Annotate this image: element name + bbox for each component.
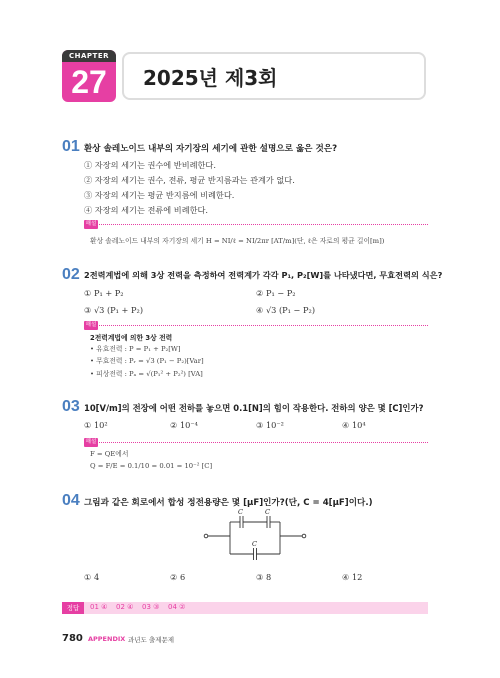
solution-tag: 해설 (85, 221, 97, 227)
page-title: 2025년 제3회 (143, 66, 278, 90)
option[interactable]: ④ √3 (P₁ − P₂) (256, 305, 316, 315)
solution-line: • 무효전력 : Pᵣ = √3 (P₁ − P₂)[Var] (90, 357, 204, 365)
option[interactable]: ① 자장의 세기는 권수에 반비례한다. (84, 160, 216, 170)
option[interactable]: ② P₁ − P₂ (256, 288, 296, 298)
question-text: 2전력계법에 의해 3상 전력을 측정하여 전력계가 각각 P₁, P₂[W]를 나타냈다면, 무효전력의 식은? (84, 270, 443, 280)
option[interactable]: ④ 자장의 세기는 전류에 비례한다. (84, 205, 209, 215)
page-number: 780 (62, 633, 83, 644)
answer-item: 02 ④ (116, 603, 134, 611)
solution-tag: 해설 (85, 439, 97, 445)
option[interactable]: ① 10² (84, 420, 108, 430)
section-subtitle: 과년도 출제문제 (128, 636, 175, 644)
option[interactable]: ③ √3 (P₁ + P₂) (84, 305, 144, 315)
chapter-number: 27 (71, 64, 107, 100)
answer-item: 04 ② (168, 603, 186, 611)
answer-item: 01 ④ (90, 603, 108, 611)
capacitor-label: C (238, 508, 243, 516)
solution-tag: 해설 (85, 322, 97, 328)
option[interactable]: ② 10⁻⁴ (170, 420, 198, 430)
section-label: APPENDIX (88, 635, 126, 643)
solution-line: F = QE에서 (90, 450, 129, 458)
option[interactable]: ③ 8 (256, 572, 272, 582)
question-number: 04 (62, 492, 80, 509)
option[interactable]: ④ 10⁴ (342, 420, 366, 430)
capacitor-label: C (252, 540, 257, 548)
solution-line: • 피상전력 : Pₐ = √(P₁² + P₂²) [VA] (90, 370, 203, 378)
solution-divider (99, 325, 428, 326)
option[interactable]: ① P₁ + P₂ (84, 288, 124, 298)
option[interactable]: ② 자장의 세기는 권수, 전류, 평균 반지름과는 관계가 없다. (84, 175, 295, 185)
question-text: 10[V/m]의 전장에 어떤 전하를 놓으면 0.1[N]의 힘이 작용한다. 전하의 양은 몇 [C]인가? (84, 403, 424, 413)
capacitor-label: C (265, 508, 270, 516)
question-number: 03 (62, 398, 80, 415)
answer-tag: 정답 (62, 602, 84, 614)
option[interactable]: ② 6 (170, 572, 186, 582)
solution-line: • 유효전력 : P = P₁ + P₂[W] (90, 345, 181, 353)
question-number: 01 (62, 138, 80, 155)
question-text: 환상 솔레노이드 내부의 자기장의 세기에 관한 설명으로 옳은 것은? (84, 144, 338, 154)
option[interactable]: ③ 10⁻² (256, 420, 284, 430)
chapter-label: CHAPTER (62, 50, 116, 62)
option[interactable]: ③ 자장의 세기는 평균 반지름에 비례한다. (84, 190, 235, 200)
option[interactable]: ① 4 (84, 572, 100, 582)
solution-text: 환상 솔레노이드 내부의 자기장의 세기 H = NI/ℓ = NI/2πr [AT/m](단, ℓ은 자로의 평균 길이[m]) (90, 237, 385, 245)
solution-divider (99, 224, 428, 225)
solution-title: 2전력계법에 의한 3상 전력 (90, 334, 173, 342)
answer-item: 03 ③ (142, 603, 160, 611)
solution-divider (99, 442, 428, 443)
question-number: 02 (62, 266, 80, 283)
solution-line: Q = F/E = 0.1/10 = 0.01 = 10⁻² [C] (90, 462, 213, 470)
capacitor-circuit-diagram (200, 510, 310, 566)
option[interactable]: ④ 12 (342, 572, 363, 582)
question-text: 그림과 같은 회로에서 합성 정전용량은 몇 [μF]인가?(단, C = 4[μF]이다.) (84, 498, 373, 508)
